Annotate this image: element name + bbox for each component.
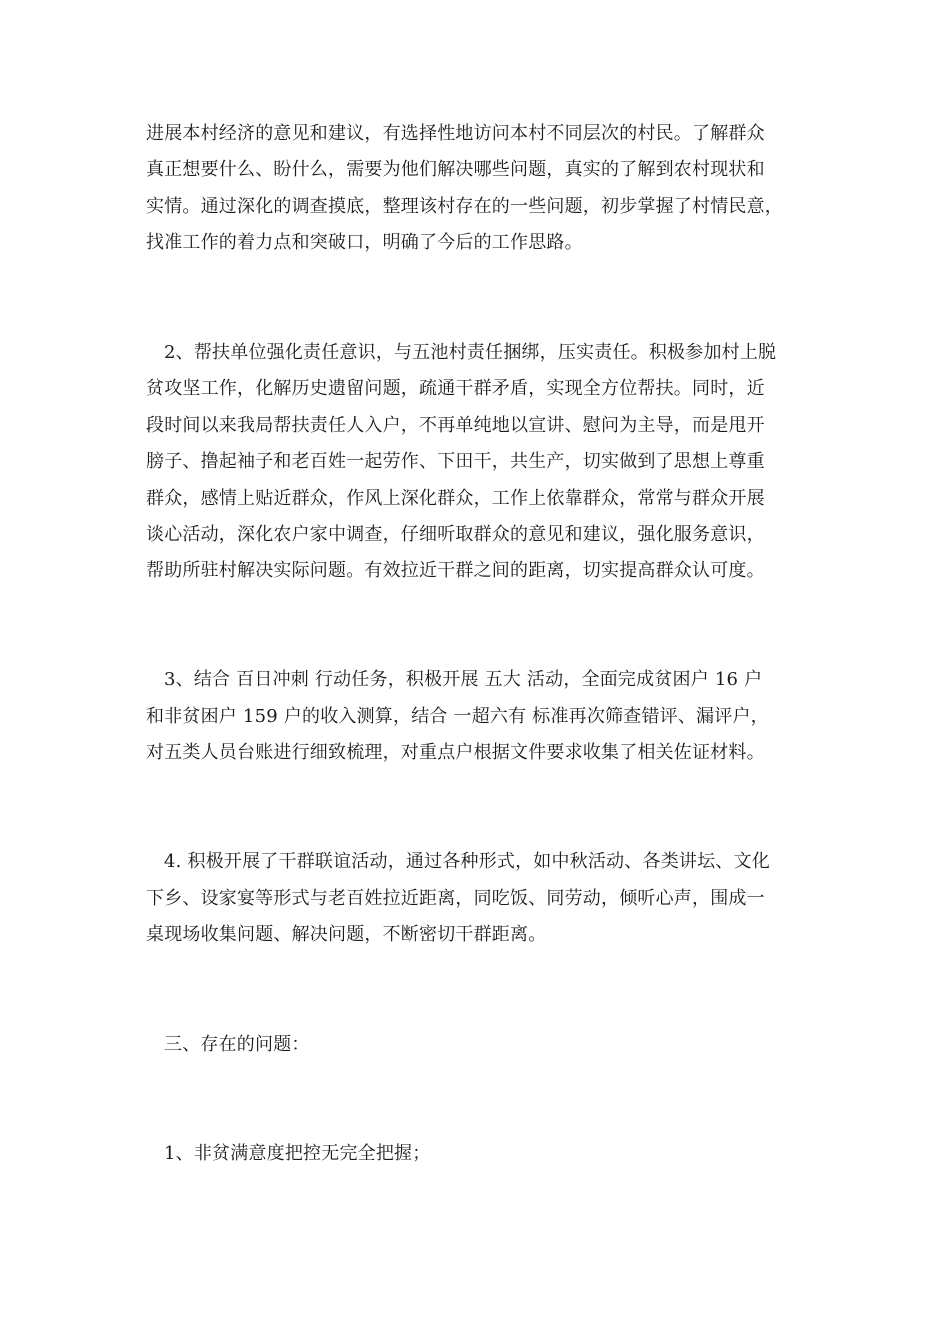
paragraph-2-line-7: 帮助所驻村解决实际问题。有效拉近干群之间的距离，切实提高群众认可度。 bbox=[146, 560, 765, 581]
paragraph-4-line-1: 4. 积极开展了干群联谊活动，通过各种形式，如中秋活动、各类讲坛、文化 bbox=[164, 851, 770, 872]
paragraph-1-line-3: 实情。通过深化的调查摸底，整理该村存在的一些问题，初步掌握了村情民意， bbox=[146, 196, 783, 217]
paragraph-4-line-3: 桌现场收集问题、解决问题，不断密切干群距离。 bbox=[146, 924, 547, 945]
paragraph-1-line-1: 进展本村经济的意见和建议，有选择性地访问本村不同层次的村民。了解群众 bbox=[146, 123, 765, 144]
paragraph-2-line-2: 贫攻坚工作，化解历史遗留问题，疏通干群矛盾，实现全方位帮扶。同时，近 bbox=[146, 378, 765, 399]
paragraph-3-line-2: 和非贫困户 159 户的收入测算，结合 一超六有 标准再次筛查错评、漏评户， bbox=[146, 706, 769, 727]
paragraph-1-line-2: 真正想要什么、盼什么，需要为他们解决哪些问题，真实的了解到农村现状和 bbox=[146, 159, 765, 180]
paragraph-2-line-6: 谈心活动，深化农户家中调查，仔细听取群众的意见和建议，强化服务意识， bbox=[146, 524, 765, 545]
paragraph-3-line-1: 3、结合 百日冲刺 行动任务，积极开展 五大 活动，全面完成贫困户 16 户 bbox=[164, 669, 763, 690]
paragraph-2-line-5: 群众，感情上贴近群众，作风上深化群众，工作上依靠群众，常常与群众开展 bbox=[146, 488, 765, 509]
paragraph-3-line-3: 对五类人员台账进行细致梳理，对重点户根据文件要求收集了相关佐证材料。 bbox=[146, 742, 765, 763]
section-heading-problems: 三、存在的问题： bbox=[164, 1034, 310, 1055]
paragraph-2-line-3: 段时间以来我局帮扶责任人入户，不再单纯地以宣讲、慰问为主导，而是甩开 bbox=[146, 415, 765, 436]
paragraph-4-line-2: 下乡、设家宴等形式与老百姓拉近距离，同吃饭、同劳动，倾听心声，围成一 bbox=[146, 888, 765, 909]
paragraph-2-line-4: 膀子、撸起袖子和老百姓一起劳作、下田干，共生产，切实做到了思想上尊重 bbox=[146, 451, 765, 472]
paragraph-2-line-1: 2、帮扶单位强化责任意识，与五池村责任捆绑，压实责任。积极参加村上脱 bbox=[164, 342, 777, 363]
paragraph-1-line-4: 找准工作的着力点和突破口，明确了今后的工作思路。 bbox=[146, 232, 583, 253]
problem-item-1: 1、非贫满意度把控无完全把握； bbox=[164, 1143, 431, 1164]
